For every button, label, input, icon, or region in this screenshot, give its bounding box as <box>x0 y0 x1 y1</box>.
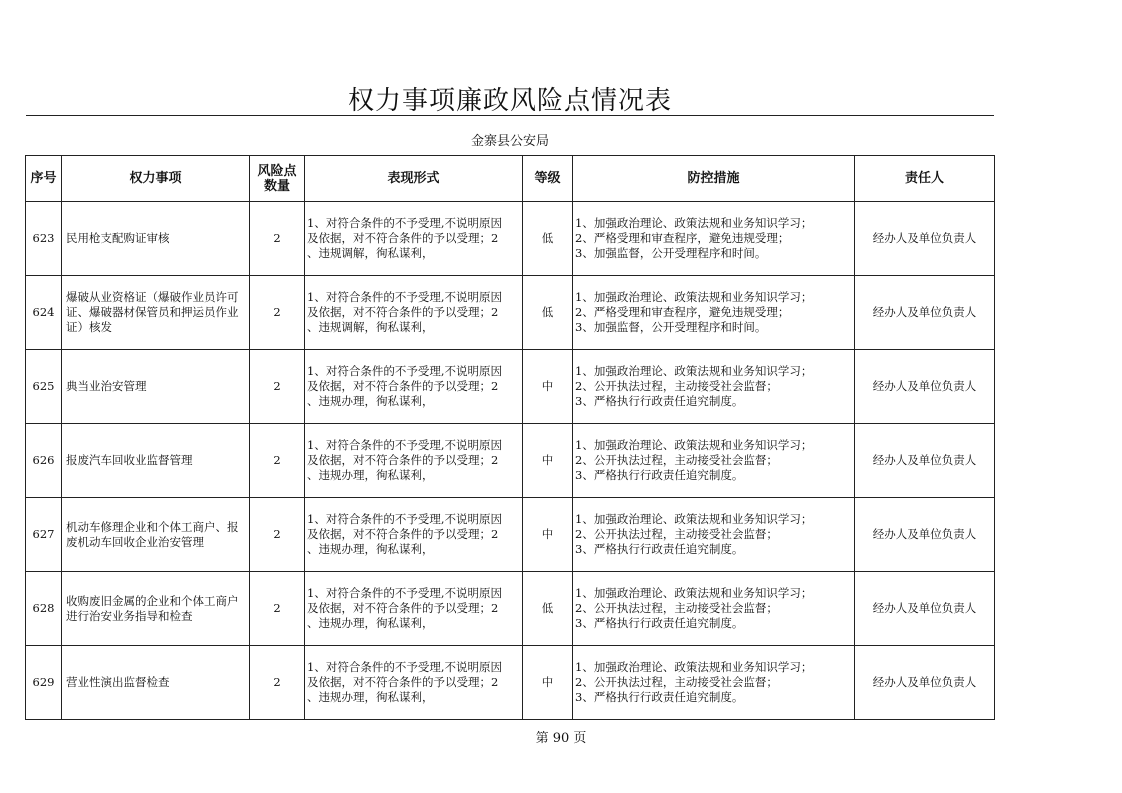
table-row <box>26 646 995 720</box>
table-row <box>26 424 995 498</box>
cell-count: 2 <box>250 498 305 572</box>
cell-count: 2 <box>250 646 305 720</box>
header-person: 责任人 <box>855 156 995 202</box>
header-level: 等级 <box>523 156 573 202</box>
cell-level: 中 <box>523 646 573 720</box>
cell-item: 民用枪支配购证审核 <box>62 202 250 276</box>
cell-no: 625 <box>26 350 62 424</box>
cell-no: 624 <box>26 276 62 350</box>
header-measures: 防控措施 <box>573 156 855 202</box>
cell-no: 628 <box>26 572 62 646</box>
cell-person: 经办人及单位负责人 <box>855 202 995 276</box>
cell-no: 627 <box>26 498 62 572</box>
cell-level: 低 <box>523 276 573 350</box>
page-number: 第 90 页 <box>535 731 587 746</box>
title-rule <box>26 115 994 116</box>
cell-measures: 1、加强政治理论、政策法规和业务知识学习； 2、严格受理和审查程序，避免违规受理； 3、加强监督，公开受理程序和时间。 <box>573 202 855 276</box>
cell-person: 经办人及单位负责人 <box>855 350 995 424</box>
cell-form: 1、对符合条件的不予受理,不说明原因 及依据，对不符合条件的予以受理；2 、违规办理，徇私谋利， <box>305 572 523 646</box>
cell-person: 经办人及单位负责人 <box>855 424 995 498</box>
table-row <box>26 276 995 350</box>
cell-measures: 1、加强政治理论、政策法规和业务知识学习； 2、公开执法过程，主动接受社会监督； 3、严格执行行政责任追究制度。 <box>573 572 855 646</box>
cell-form: 1、对符合条件的不予受理,不说明原因 及依据，对不符合条件的予以受理；2 、违规办理，徇私谋利， <box>305 646 523 720</box>
cell-person: 经办人及单位负责人 <box>855 498 995 572</box>
cell-measures: 1、加强政治理论、政策法规和业务知识学习； 2、严格受理和审查程序，避免违规受理； 3、加强监督，公开受理程序和时间。 <box>573 276 855 350</box>
header-item: 权力事项 <box>62 156 250 202</box>
header-row <box>26 156 995 202</box>
header-no: 序号 <box>26 156 62 202</box>
cell-item: 报废汽车回收业监督管理 <box>62 424 250 498</box>
cell-form: 1、对符合条件的不予受理,不说明原因 及依据，对不符合条件的予以受理；2 、违规办理，徇私谋利， <box>305 424 523 498</box>
cell-form: 1、对符合条件的不予受理,不说明原因 及依据，对不符合条件的予以受理；2 、违规调解，徇私谋利， <box>305 276 523 350</box>
cell-measures: 1、加强政治理论、政策法规和业务知识学习； 2、公开执法过程，主动接受社会监督； 3、严格执行行政责任追究制度。 <box>573 498 855 572</box>
cell-level: 低 <box>523 202 573 276</box>
cell-no: 626 <box>26 424 62 498</box>
cell-level: 中 <box>523 498 573 572</box>
table-row <box>26 498 995 572</box>
table-row <box>26 572 995 646</box>
department-subtitle: 金寨县公安局 <box>470 134 549 149</box>
cell-person: 经办人及单位负责人 <box>855 276 995 350</box>
cell-count: 2 <box>250 572 305 646</box>
cell-item: 典当业治安管理 <box>62 350 250 424</box>
cell-measures: 1、加强政治理论、政策法规和业务知识学习； 2、公开执法过程，主动接受社会监督； 3、严格执行行政责任追究制度。 <box>573 350 855 424</box>
header-form: 表现形式 <box>305 156 523 202</box>
cell-form: 1、对符合条件的不予受理,不说明原因 及依据，对不符合条件的予以受理；2 、违规办理，徇私谋利， <box>305 350 523 424</box>
cell-count: 2 <box>250 350 305 424</box>
cell-level: 中 <box>523 350 573 424</box>
cell-measures: 1、加强政治理论、政策法规和业务知识学习； 2、公开执法过程，主动接受社会监督； 3、严格执行行政责任追究制度。 <box>573 646 855 720</box>
cell-count: 2 <box>250 424 305 498</box>
cell-person: 经办人及单位负责人 <box>855 646 995 720</box>
cell-count: 2 <box>250 202 305 276</box>
cell-item: 爆破从业资格证（爆破作业员许可证、爆破器材保管员和押运员作业证）核发 <box>62 276 250 350</box>
cell-item: 营业性演出监督检查 <box>62 646 250 720</box>
risk-table <box>25 155 995 720</box>
page-title: 权力事项廉政风险点情况表 <box>347 86 672 116</box>
cell-level: 低 <box>523 572 573 646</box>
table-body <box>26 202 995 720</box>
cell-person: 经办人及单位负责人 <box>855 572 995 646</box>
cell-form: 1、对符合条件的不予受理,不说明原因 及依据，对不符合条件的予以受理；2 、违规调解，徇私谋利， <box>305 202 523 276</box>
table-row <box>26 202 995 276</box>
cell-form: 1、对符合条件的不予受理,不说明原因 及依据，对不符合条件的予以受理；2 、违规办理，徇私谋利， <box>305 498 523 572</box>
cell-no: 629 <box>26 646 62 720</box>
cell-measures: 1、加强政治理论、政策法规和业务知识学习； 2、公开执法过程，主动接受社会监督； 3、严格执行行政责任追究制度。 <box>573 424 855 498</box>
cell-level: 中 <box>523 424 573 498</box>
cell-item: 收购废旧金属的企业和个体工商户进行治安业务指导和检查 <box>62 572 250 646</box>
cell-count: 2 <box>250 276 305 350</box>
header-count: 风险点 数量 <box>250 156 305 202</box>
table-row <box>26 350 995 424</box>
cell-item: 机动车修理企业和个体工商户、报废机动车回收企业治安管理 <box>62 498 250 572</box>
cell-no: 623 <box>26 202 62 276</box>
